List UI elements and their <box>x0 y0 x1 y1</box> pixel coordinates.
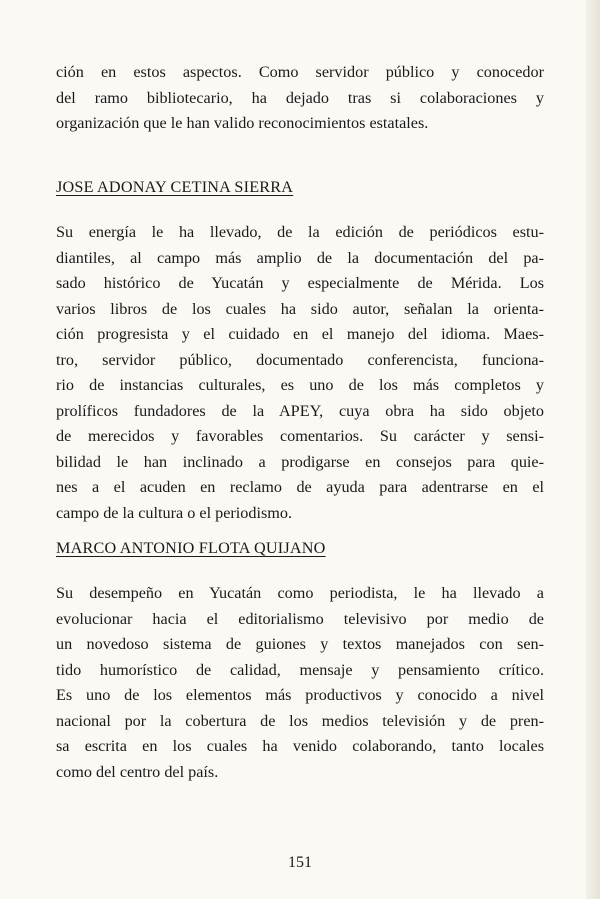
text-line: ción en estos aspectos. Como servidor público y conocedor <box>56 63 544 81</box>
section-heading-flota-quijano: MARCO ANTONIO FLOTA QUIJANO <box>56 539 326 557</box>
text-line: del ramo bibliotecario, ha dejado tras si colaboraciones y <box>56 88 544 107</box>
text-line: un novedoso sistema de guiones y textos manejados con sen- <box>56 635 544 653</box>
text-line: tido humorístico de calidad, mensaje y pensamiento crítico. <box>56 660 544 679</box>
text-line: nacional por la cobertura de los medios televisión y de pren- <box>56 711 544 730</box>
text-line: bilidad le han inclinado a prodigarse en consejos para quie- <box>56 452 544 471</box>
text-line: rio de instancias culturales, es uno de los más completos y <box>56 376 544 394</box>
text-line: diantiles, al campo más amplio de la documentación del pa- <box>56 248 544 267</box>
text-line: Su energía le ha llevado, de la edición de periódicos estu- <box>56 223 544 241</box>
section-heading-cetina-sierra: JOSE ADONAY CETINA SIERRA <box>56 178 294 196</box>
text-line: organización que le han valido reconocimientos estatales. <box>56 114 429 132</box>
text-line: ción progresista y el cuidado en el manejo del idioma. Maes- <box>56 325 544 343</box>
text-line: Su desempeño en Yucatán como periodista, le ha llevado a <box>56 584 544 602</box>
text-line: tro, servidor público, documentado conferencista, funciona- <box>56 350 544 369</box>
intro-paragraph <box>56 60 544 137</box>
page-number: 151 <box>288 854 312 871</box>
page-edge-shadow <box>586 0 600 899</box>
text-line: Es uno de los elementos más productivos y conocido a nivel <box>56 686 544 704</box>
text-line: nes a el acuden en reclamo de ayuda para adentrarse en el <box>56 478 544 496</box>
section-paragraph-cetina-sierra <box>56 220 544 526</box>
section-paragraph-flota-quijano <box>56 581 544 785</box>
text-line: sa escrita en los cuales ha venido colaborando, tanto locales <box>56 737 544 755</box>
text-line: como del centro del país. <box>56 762 219 781</box>
text-line: campo de la cultura o el periodismo. <box>56 503 292 522</box>
text-line: de merecidos y favorables comentarios. Su carácter y sensi- <box>56 427 544 445</box>
text-line: varios libros de los cuales ha sido autor, señalan la orienta- <box>56 299 544 318</box>
text-line: sado histórico de Yucatán y especialmente de Mérida. Los <box>56 274 544 292</box>
text-line: prolíficos fundadores de la APEY, cuya obra ha sido objeto <box>56 401 544 420</box>
text-line: evolucionar hacia el editorialismo televisivo por medio de <box>56 609 544 628</box>
